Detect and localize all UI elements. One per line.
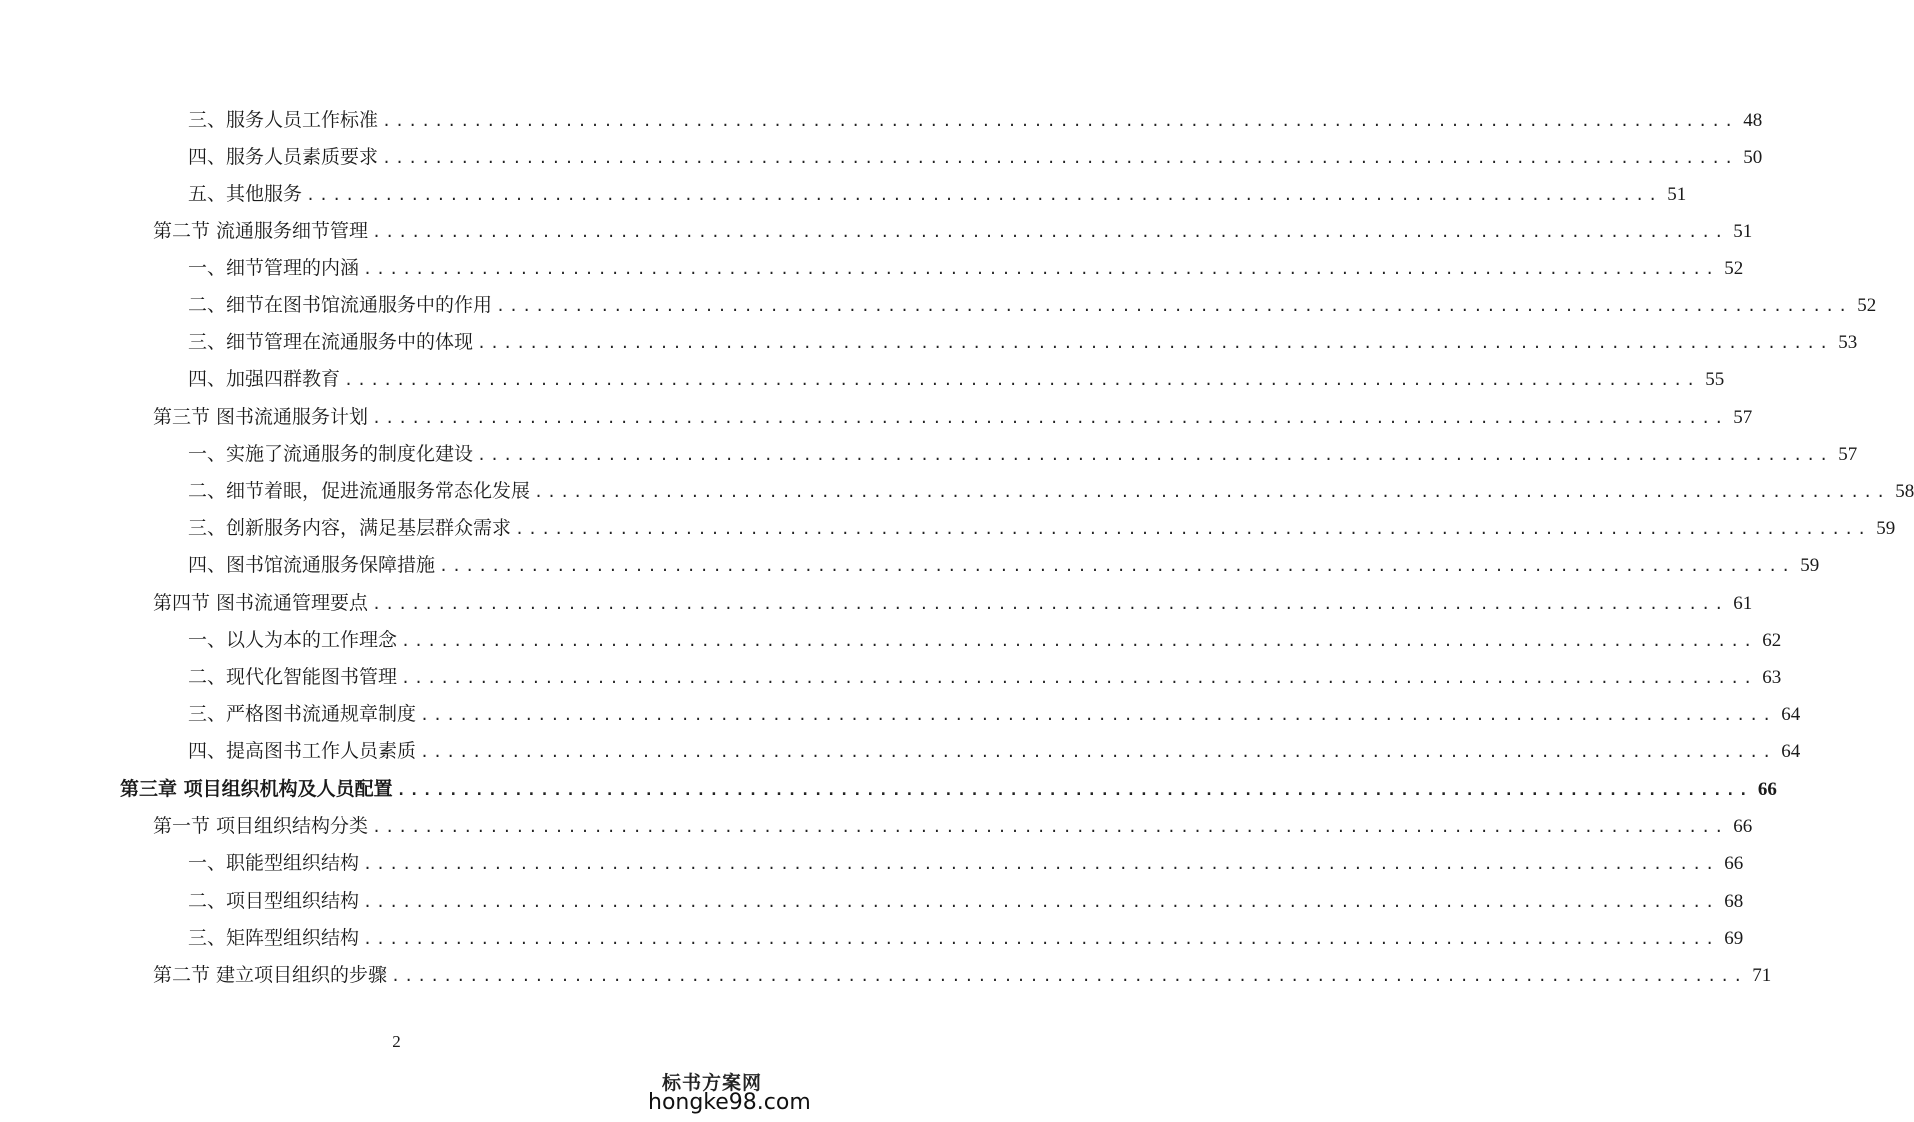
toc-entry-chapter[interactable]: [120, 774, 1777, 804]
dot-leader: [420, 737, 1775, 767]
toc-entry-title: 四、提高图书工作人员素质: [188, 740, 417, 762]
toc-entry-title: 第三节 图书流通服务计划: [153, 406, 369, 428]
toc-entry-page: 66: [1733, 816, 1753, 837]
dot-leader: [372, 589, 1727, 619]
toc-entry-page: 64: [1781, 741, 1801, 762]
toc-entry-page: 53: [1838, 332, 1858, 353]
toc-entry[interactable]: [153, 960, 1772, 990]
dot-leader: [382, 106, 1737, 136]
toc-entry-page: 50: [1743, 147, 1763, 168]
dot-leader: [344, 365, 1699, 395]
toc-entry[interactable]: [153, 402, 1753, 432]
toc-entry-page: 59: [1800, 555, 1820, 576]
toc-entry-page: 69: [1724, 928, 1744, 949]
dot-leader: [397, 775, 1752, 805]
toc-entry[interactable]: [188, 105, 1763, 135]
watermark-site-name: 标书方案网: [662, 1072, 763, 1094]
toc-entry-title: 第二节 建立项目组织的步骤: [153, 964, 388, 986]
toc-entry-title: 三、细节管理在流通服务中的体现: [188, 331, 474, 353]
toc-entry-page: 66: [1757, 779, 1777, 800]
dot-leader: [306, 180, 1661, 210]
page-number: 2: [392, 1032, 401, 1051]
dot-leader: [363, 849, 1718, 879]
dot-leader: [372, 217, 1727, 247]
dot-leader: [420, 700, 1775, 730]
toc-entry-page: 59: [1876, 518, 1896, 539]
dot-leader: [534, 477, 1889, 507]
dot-leader: [372, 812, 1727, 842]
toc-entry[interactable]: [188, 253, 1744, 283]
toc-entry[interactable]: [153, 811, 1753, 841]
toc-entry-title: 二、现代化智能图书管理: [188, 666, 398, 688]
toc-entry-page: 66: [1724, 853, 1744, 874]
toc-entry-title: 第三章 项目组织机构及人员配置: [120, 778, 393, 800]
toc-entry[interactable]: [188, 290, 1877, 320]
dot-leader: [477, 440, 1832, 470]
toc-entry-page: 71: [1752, 965, 1772, 986]
dot-leader: [496, 291, 1851, 321]
toc-entry-page: 51: [1733, 221, 1753, 242]
toc-entry-page: 48: [1743, 110, 1763, 131]
toc-entry-page: 64: [1781, 704, 1801, 725]
toc-entry-title: 二、项目型组织结构: [188, 890, 360, 912]
toc-entry[interactable]: [188, 923, 1744, 953]
toc-entry[interactable]: [188, 848, 1744, 878]
toc-entry[interactable]: [153, 588, 1753, 618]
toc-entry-page: 52: [1857, 295, 1877, 316]
dot-leader: [477, 328, 1832, 358]
toc-entry-page: 62: [1762, 630, 1782, 651]
toc-entry-title: 一、细节管理的内涵: [188, 257, 360, 279]
toc-entry[interactable]: [188, 364, 1725, 394]
toc-entry-title: 四、服务人员素质要求: [188, 146, 379, 168]
toc-entry[interactable]: [188, 699, 1801, 729]
toc-entry[interactable]: [188, 327, 1858, 357]
toc-entry-page: 63: [1762, 667, 1782, 688]
dot-leader: [401, 663, 1756, 693]
toc-entry-title: 一、以人为本的工作理念: [188, 629, 398, 651]
toc-entry[interactable]: [188, 179, 1687, 209]
dot-leader: [382, 143, 1737, 173]
toc-entry-title: 一、实施了流通服务的制度化建设: [188, 443, 474, 465]
toc-entry[interactable]: [188, 625, 1782, 655]
toc-entry[interactable]: [188, 142, 1763, 172]
toc-entry-page: 57: [1733, 407, 1753, 428]
toc-entry-title: 五、其他服务: [188, 183, 303, 205]
toc-entry-page: 57: [1838, 444, 1858, 465]
toc-entry[interactable]: [188, 662, 1782, 692]
toc-entry-page: 55: [1705, 369, 1725, 390]
toc-entry-title: 二、细节在图书馆流通服务中的作用: [188, 294, 493, 316]
toc-entry-title: 二、细节着眼，促进流通服务常态化发展: [188, 480, 531, 502]
toc-entry-title: 四、加强四群教育: [188, 368, 341, 390]
toc-entry-title: 第一节 项目组织结构分类: [153, 815, 369, 837]
toc-entry[interactable]: [153, 216, 1753, 246]
toc-entry-title: 三、严格图书流通规章制度: [188, 703, 417, 725]
toc-entry-page: 58: [1895, 481, 1914, 502]
dot-leader: [372, 403, 1727, 433]
toc-entry-title: 一、职能型组织结构: [188, 852, 360, 874]
toc-entry-page: 68: [1724, 891, 1744, 912]
toc-entry[interactable]: [188, 439, 1858, 469]
toc-entry-page: 61: [1733, 593, 1753, 614]
toc-entry[interactable]: [188, 736, 1801, 766]
dot-leader: [391, 961, 1746, 991]
toc-entry[interactable]: [188, 513, 1896, 543]
dot-leader: [515, 514, 1870, 544]
dot-leader: [363, 924, 1718, 954]
toc-entry[interactable]: [188, 476, 1914, 506]
dot-leader: [363, 254, 1718, 284]
dot-leader: [439, 551, 1794, 581]
dot-leader: [363, 887, 1718, 917]
toc-entry[interactable]: [188, 550, 1820, 580]
toc-entry-title: 第二节 流通服务细节管理: [153, 220, 369, 242]
toc-entry-title: 四、图书馆流通服务保障措施: [188, 554, 436, 576]
toc-entry-title: 三、创新服务内容，满足基层群众需求: [188, 517, 512, 539]
toc-entry-title: 三、服务人员工作标准: [188, 109, 379, 131]
toc-entry-page: 52: [1724, 258, 1744, 279]
watermark-url: hongke98.com: [648, 1090, 811, 1115]
toc-entry-title: 三、矩阵型组织结构: [188, 927, 360, 949]
toc-entry-title: 第四节 图书流通管理要点: [153, 592, 369, 614]
dot-leader: [401, 626, 1756, 656]
toc-entry-page: 51: [1667, 184, 1687, 205]
toc-entry[interactable]: [188, 886, 1744, 916]
